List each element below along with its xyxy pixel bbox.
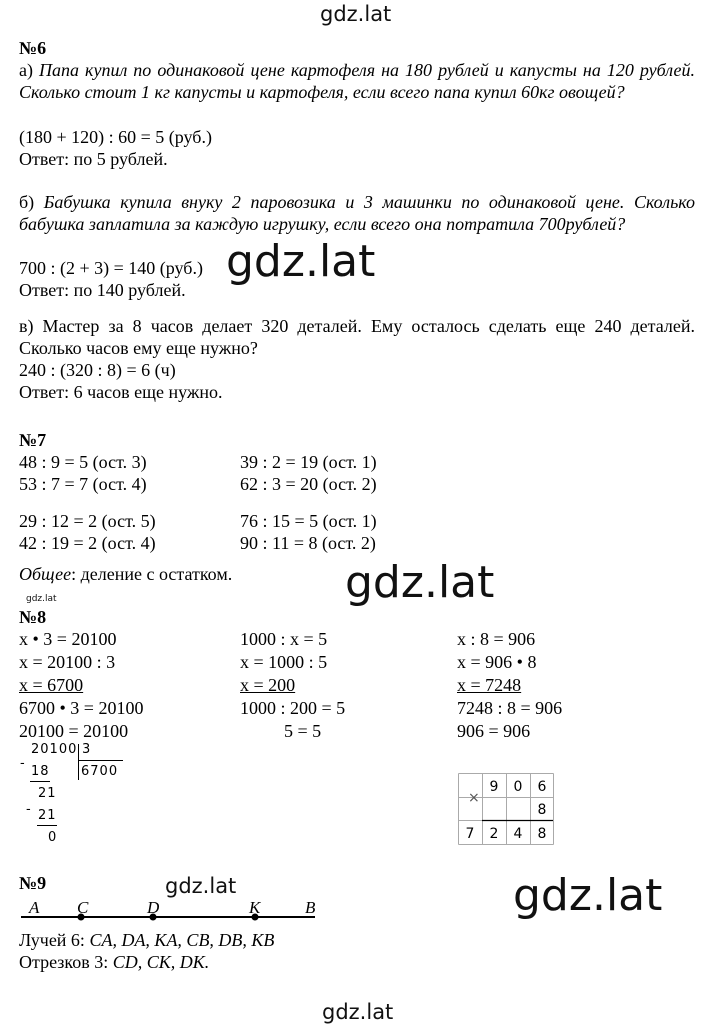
task6-a-answer: Ответ: по 5 рублей. [19, 149, 168, 169]
label-b: B [305, 898, 316, 917]
watermark-n9: gdz.lat [165, 874, 237, 898]
division-quotient: 6700 [81, 764, 119, 779]
division-dividend: 20100 [31, 742, 78, 757]
task6-a-problem: а) Папа купил по одинаковой цене картофеля на 180 рублей и капусты на 120 рублей. Сколько стоит 1 кг капусты и картофеля, если всего папа купил 60кг овощей? [19, 60, 696, 102]
task8-col1-2: x = 20100 : 3 [19, 652, 116, 672]
task8-col2-3: x = 200 [240, 675, 296, 695]
task8-col3-1: x : 8 = 906 [457, 629, 536, 649]
label-d: D [147, 898, 160, 917]
task6-a-solution: (180 + 120) : 60 = 5 (руб.) [19, 127, 212, 147]
mult-row1-d2: 0 [513, 779, 523, 795]
task7-title: №7 [19, 430, 47, 450]
mult-result-d2: 2 [489, 826, 499, 842]
task6-b-solution: 700 : (2 + 3) = 140 (руб.) [19, 258, 203, 278]
task8-col2-2: x = 1000 : 5 [240, 652, 328, 672]
task8-title: №8 [19, 607, 47, 627]
watermark-mid1: gdz.lat [226, 236, 376, 287]
task9-title: №9 [19, 873, 47, 893]
task8-col3-4: 7248 : 8 = 906 [457, 698, 563, 718]
division-rem2: 0 [48, 830, 57, 845]
watermark-bottom: gdz.lat [322, 1000, 394, 1024]
division-step2: 21 [38, 808, 57, 823]
mult-row1-d1: 9 [489, 779, 499, 795]
watermark-big: gdz.lat [513, 870, 663, 921]
multiplication-sign: × [468, 790, 480, 806]
division-rem1: 21 [38, 786, 57, 801]
task7-left-2: 53 : 7 = 7 (ост. 4) [19, 474, 147, 494]
task8-col2-4: 1000 : 200 = 5 [240, 698, 346, 718]
division-vertical-line [78, 744, 79, 780]
task7-common: Общее: деление с остатком. [19, 564, 233, 584]
mult-result-d3: 4 [513, 826, 523, 842]
task6-c-answer: Ответ: 6 часов еще нужно. [19, 382, 223, 402]
division-quotient-line [79, 760, 123, 761]
mult-row2-d1: 8 [537, 802, 547, 818]
label-c: C [77, 898, 89, 917]
label-a: A [29, 898, 40, 917]
task7-right-3: 76 : 15 = 5 (ост. 1) [240, 511, 377, 531]
mult-result-d4: 8 [537, 826, 547, 842]
task9-segments: Отрезков 3: CD, CK, DK. [19, 952, 210, 972]
division-step1: 18 [31, 764, 50, 779]
task6-b-answer: Ответ: по 140 рублей. [19, 280, 186, 300]
task7-left-3: 29 : 12 = 2 (ост. 5) [19, 511, 156, 531]
task8-col3-5: 906 = 906 [457, 721, 531, 741]
watermark-top: gdz.lat [320, 2, 392, 26]
label-k: K [249, 898, 261, 917]
task6-title: №6 [19, 38, 47, 58]
task8-col1-5: 20100 = 20100 [19, 721, 129, 741]
task7-left-1: 48 : 9 = 5 (ост. 3) [19, 452, 147, 472]
task8-col1-1: x • 3 = 20100 [19, 629, 117, 649]
task8-col3-2: x = 906 • 8 [457, 652, 537, 672]
division-minus-2: - [26, 802, 31, 817]
ray-diagram [19, 896, 329, 926]
multiplication-grid [458, 773, 554, 845]
task8-col1-3: x = 6700 [19, 675, 84, 695]
task8-col2-1: 1000 : x = 5 [240, 629, 328, 649]
mult-row1-d3: 6 [537, 779, 547, 795]
task8-col2-5: 5 = 5 [284, 721, 322, 741]
task7-right-1: 39 : 2 = 19 (ост. 1) [240, 452, 377, 472]
division-line-1 [30, 781, 50, 782]
watermark-small: gdz.lat [26, 594, 57, 604]
division-divisor: 3 [82, 742, 91, 757]
task8-col1-4: 6700 • 3 = 20100 [19, 698, 144, 718]
task7-right-4: 90 : 11 = 8 (ост. 2) [240, 533, 376, 553]
watermark-mid2: gdz.lat [345, 557, 495, 608]
division-minus-1: - [20, 756, 25, 771]
task9-rays: Лучей 6: CA, DA, KA, CB, DB, KB [19, 930, 275, 950]
task7-left-4: 42 : 19 = 2 (ост. 4) [19, 533, 156, 553]
division-line-2 [37, 825, 57, 826]
task6-b-problem: б) Бабушка купила внуку 2 паровозика и 3 машинки по одинаковой цене. Сколько бабушка заплатила за каждую игрушку, если всего она потратила 700рублей? [19, 192, 696, 234]
task6-c-problem: в) Мастер за 8 часов делает 320 деталей. Ему осталось сделать еще 240 деталей. Сколько часов ему еще нужно? [19, 316, 695, 358]
long-division [18, 742, 138, 852]
mult-result-d1: 7 [465, 826, 475, 842]
task6-c-solution: 240 : (320 : 8) = 6 (ч) [19, 360, 176, 380]
task7-right-2: 62 : 3 = 20 (ост. 2) [240, 474, 377, 494]
task8-col3-3: x = 7248 [457, 675, 522, 695]
